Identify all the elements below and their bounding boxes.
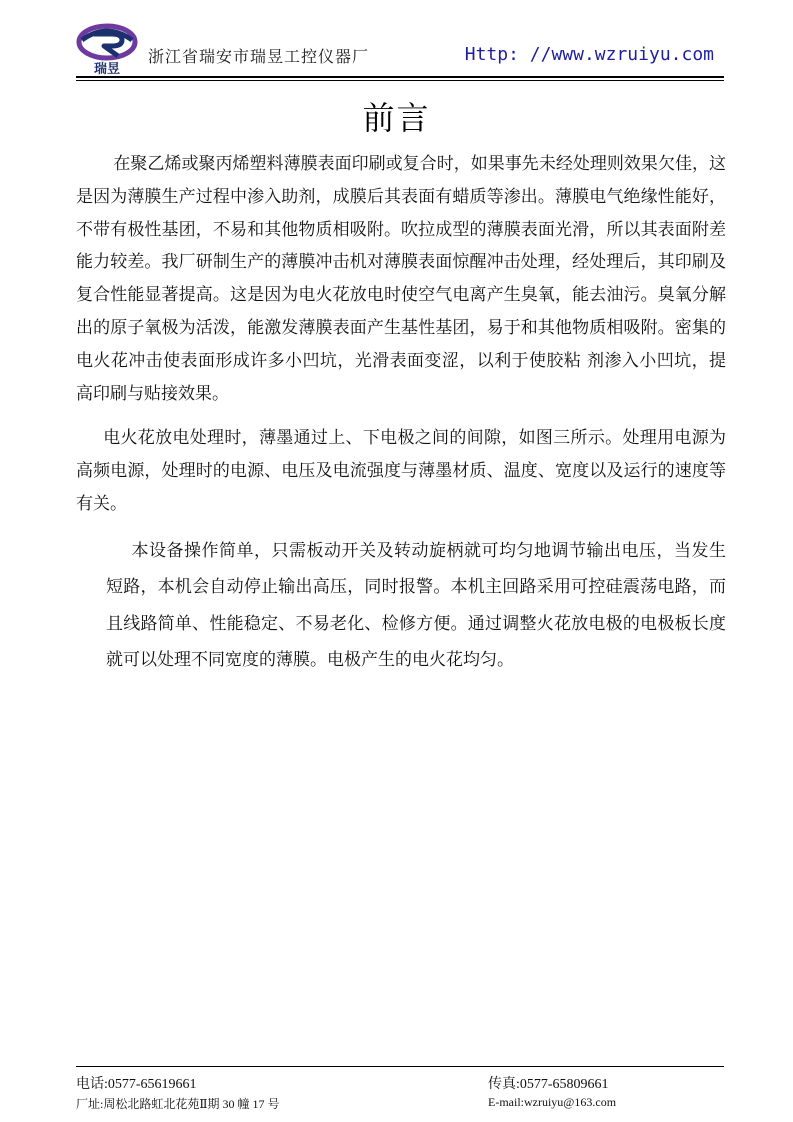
footer-email[interactable]: E-mail:wzruiyu@163.com — [488, 1095, 617, 1109]
footer-phone: 电话:0577-65619661 — [76, 1077, 197, 1092]
header-divider-thin — [76, 80, 724, 81]
page-header — [76, 20, 724, 76]
page-title: 前言 — [362, 99, 431, 137]
header-divider — [76, 76, 724, 78]
logo-text: 瑞昱 — [93, 62, 121, 76]
paragraph-1: 在聚乙烯或聚丙烯塑料薄膜表面印刷或复合时，如果事先未经处理则效果欠佳，这是因为薄膜生产过程中渗入助剂，成膜后其表面有蜡质等渗出。薄膜电气绝缘性能好，不带有极性基团，不易和其他物质相吸附。吹拉成型的薄膜表面光滑，所以其表面附差能力较差。我厂研制生产的薄膜冲击机对薄膜表面惊醒冲击处理，经处理后，其印刷及复合性能显著提高。这是因为电火花放电时使空气电离产生臭氧，能去油污。臭氧分解出的原子氧极为活泼，能激发薄膜表面产生基性基团，易于和其他物质相吸附。密集的电火花冲击使表面形成许多小凹坑，光滑表面变涩，以利于使胶粘 剂渗入小凹坑，提高印刷与贴接效果。 — [76, 154, 726, 404]
footer-fax: 传真:0577-65809661 — [488, 1077, 609, 1092]
footer-address: 厂址:周松北路虹北花苑Ⅱ期 30 幢 17 号 — [76, 1097, 280, 1111]
document-body — [76, 148, 726, 679]
company-name: 浙江省瑞安市瑞昱工控仪器厂 — [148, 47, 370, 66]
paragraph-2: 电火花放电处理时，薄墨通过上、下电极之间的间隙，如图三所示。处理用电源为高频电源，处理时的电源、电压及电流强度与薄墨材质、温度、宽度以及运行的速度等有关。 — [76, 428, 726, 514]
company-logo-icon — [76, 20, 138, 76]
paragraph-3: 本设备操作简单，只需板动开关及转动旋柄就可均匀地调节输出电压，当发生短路，本机会自动停止输出高压，同时报警。本机主回路采用可控硅震荡电路，而且线路简单、性能稳定、不易老化、检修方便。通过调整火花放电极的电极板长度就可以处理不同宽度的薄膜。电极产生的电火花均匀。 — [106, 540, 726, 671]
website-link[interactable]: Http: //www.wzruiyu.com — [464, 44, 714, 65]
footer-divider — [76, 1066, 724, 1067]
